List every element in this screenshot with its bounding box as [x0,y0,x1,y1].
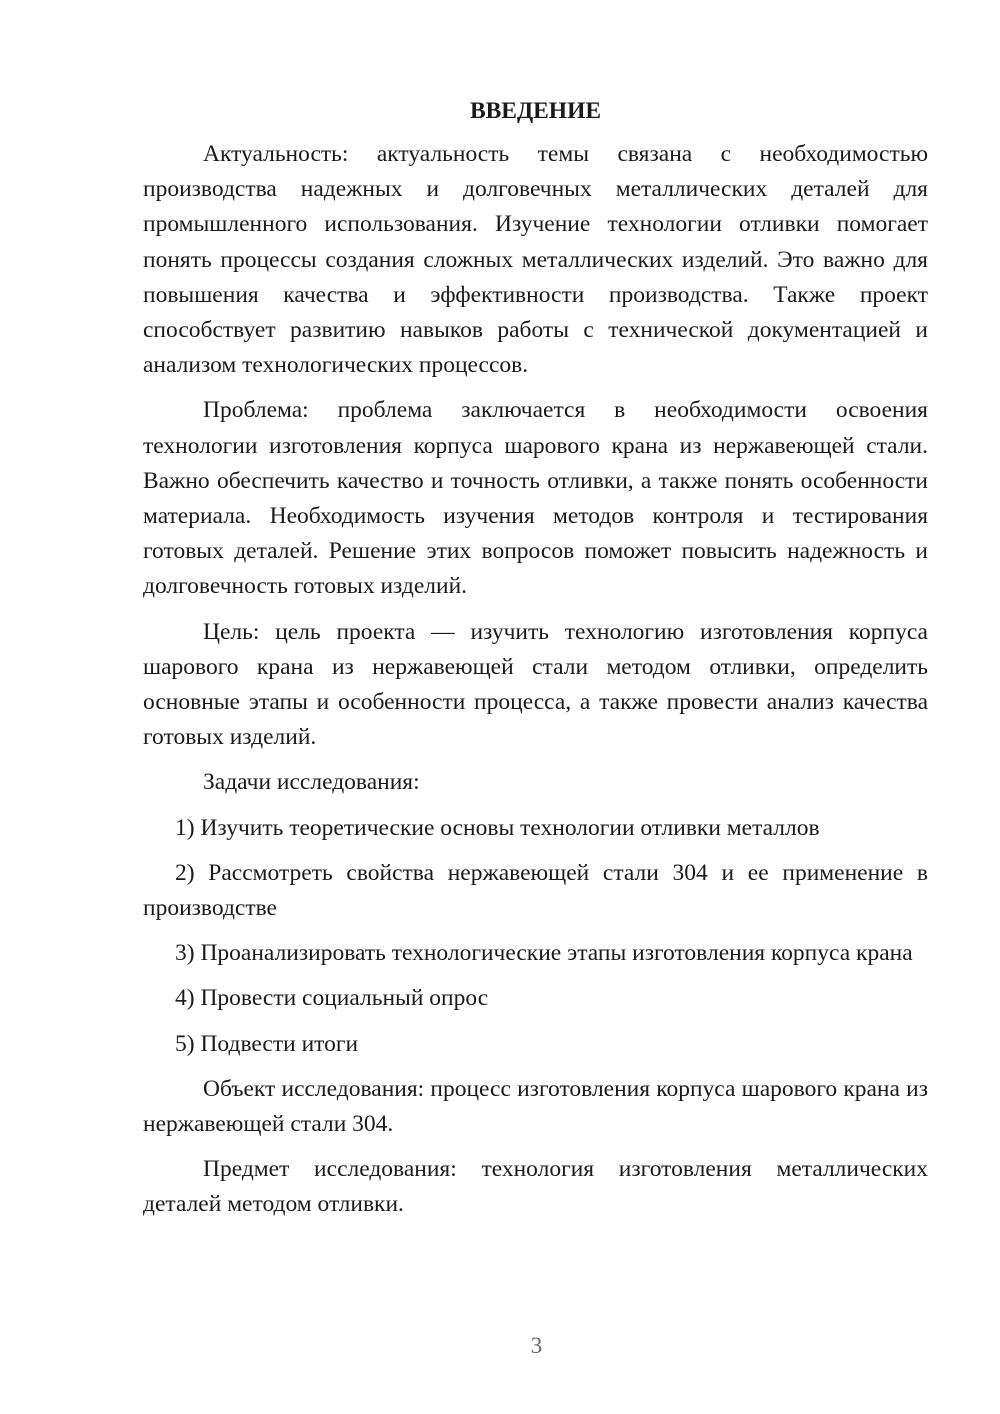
page-number: 3 [530,1333,543,1358]
document-page [143,94,928,1233]
paragraph-subject: Предмет исследования: технология изготовления металлических деталей методом отливки. [143,1156,928,1218]
paragraph-relevance: Актуальность: актуальность темы связана с необходимостью производства надежных и долговечных металлических деталей для промышленного использования. Изучение технологии отливки помогает понять процессы создания сложных металлических изделий. Это важно для повышения качества и эффективности производства. Также проект способствует развитию навыков работы с технической документацией и анализом технологических процессов. [143,141,928,379]
task-item-1: 1) Изучить теоретические основы технологии отливки металлов [175,814,820,841]
document-title: ВВЕДЕНИЕ [469,98,602,124]
task-item-4: 4) Провести социальный опрос [175,985,489,1012]
task-item-3: 3) Проанализировать технологические этапы изготовления корпуса крана [175,940,913,967]
task-item-5: 5) Подвести итоги [175,1030,359,1057]
task-item-2: 2) Рассмотреть свойства нержавеющей стали 304 и ее применение в производстве [143,859,928,922]
tasks-heading: Задачи исследования: [203,769,420,796]
paragraph-problem: Проблема: проблема заключается в необходимости освоения технологии изготовления корпуса шарового крана из нержавеющей стали. Важно обеспечить качество и точность отливки, а также понять особенности материала. Необходимость изучения методов контроля и тестирования готовых деталей. Решение этих вопросов поможет повысить надежность и долговечность готовых изделий. [143,397,928,600]
paragraph-object: Объект исследования: процесс изготовления корпуса шарового крана из нержавеющей стали 304. [143,1075,928,1138]
paragraph-goal: Цель: цель проекта — изучить технологию изготовления корпуса шарового крана из нержавеющей стали методом отливки, определить основные этапы и особенности процесса, а также провести анализ качества готовых изделий. [143,618,928,751]
